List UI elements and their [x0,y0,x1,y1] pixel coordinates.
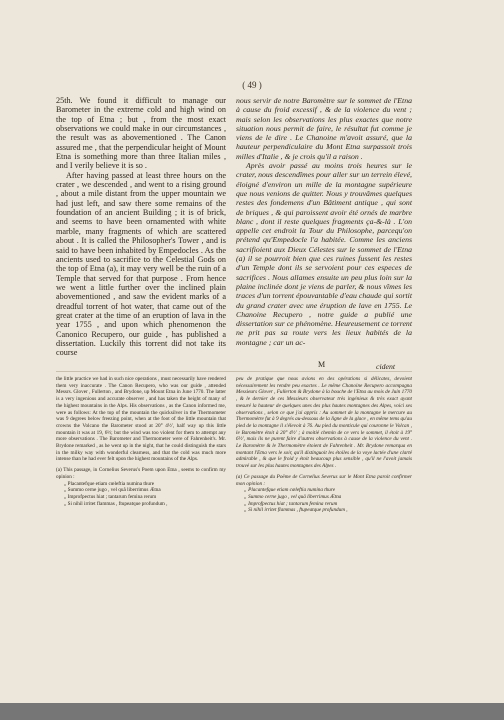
english-quote-line: „ Improfpectus hiat ; tantarum femina rerum [64,493,157,500]
english-quote-intro: (a) This passage, in Cornelius Severus's Poem upon Etna , seems to confirm my opinion : [56,467,226,480]
french-quote-line: „ Improfpectus hiat ; tantarum femina rerum [244,500,338,507]
english-quote-line: „ Si nihil irritet flammas , ftupeatque profundum , [64,500,168,507]
french-quote-line: „ Summo cerne jugo , vel quâ liberrimus Ætna [244,493,342,500]
english-paragraph-1: 25th. We found it difficult to manage our Barometer in the extreme cold and high wind on the top of Etna ; but , from the most exact observations we could make in our circumstances , the result was as abovementioned . The Canon assured me , that the perpendicular height of Mount Etna is something more than three Italian miles , and I verily believe it is so . [56,96,226,171]
signature-mark: M [318,360,326,369]
page-number: ( 49 ) [242,80,262,90]
english-paragraph-2: After having passed at least three hours on the crater , we descended , and went to a rising ground , about a mile distant from the upper mountain we had just left, and saw there some remains of the foundation of an ancient Building ; it is of brick, and seems to have been ornamented with white marble, many fragments of which are scattered about . It is called the Philosopher's Tower , and is said to have been inhabited by Empedocles . As the ancients used to sacrifice to the Celestial Gods on the top of Etna (a), it may very well be the ruin of a Temple that served for that purpose . From hence we went a little further over the inclined plain abovementioned , and saw the evident marks of a dreadful torrent of hot water, that came out of the great crater at the time of an eruption of lava in the year 1755 , and upon which phenomenon the Canonico Recupero, our guide , has published a dissertation. Luckily this torrent did not take its course [56,170,226,358]
french-paragraph-2: Après avoir passé au moins trois heures sur le crater, nous descendîmes pour aller sur un terrein élevé, éloigné d'environ un mille de la montagne supérieure que nous venions de quitter. Nous y trouvâmes quelques restes des fondemens d'un Bâtiment antique , qui sont de briques , & qui paroissent avoir été ornés de marbre blanc , dont il reste quelques fragments ça-&-là . L'on appelle cet endroit la Tour du Philosophe, parcequ'on prétend qu'Empedocle l'a habitée. Comme les anciens sacrifioient aux Dieux Célestes sur le sommet de l'Etna (a) il se pourroit bien que ces ruines fussent les restes d'un Temple dont ils se servoient pour ces especes de sacrifices . Nous allames ensuite un peu plus loin sur la plaine inclinée dont je viens de parler, & nous vîmes les traces d'un torrent épouvantable d'eau chaude qui sortit du grand crater avec une éruption de lave en 1755. Le Chanoine Recupero , notre guide a publié une dissertation sur ce phénomène. Heureusement ce torrent ne prit pas sa route vers les lieux habités de la montagne ; car un ac- [236,161,412,347]
english-main-text [56,96,226,358]
footnote-divider [56,371,412,372]
french-quote-line: „ Placantefque etiam cœleftia numina thure [244,487,336,494]
english-quote-line: „ Summo cerne jugo , vel quâ liberrimus Ætna [64,487,161,494]
english-footnotes [56,376,226,507]
catchword: cident [376,362,396,371]
french-main-text [236,96,412,347]
french-quote-intro: (a) Ce passage du Poëme de Cornelius Severus sur le Mont Etna paroit confirmer mon opinion : [236,473,412,487]
french-footnote-text: peu de pratique que nous avions en des opérations si délicates, devoient nécessairement les rendre peu exactes . Le même Chanoine Recupero accompagna Messieurs Glover , Fullerton & Brydone à la bouche de l'Etna au mois de Juin 1770 , & le dernier de ces Messieurs observateur très ingénieux & très exact ayant mesuré la hauteur de quelques unes des plus hautes montagnes des Alpes, voici ses observations , selon ce que j'ai appris : Au sommet de la montagne le mercure au Thermomètre fut à 9 degrés au-dessous de la ligne de la glace , en même tems qu'au pied de la montagne il s'élevoit à 76. Au pied du monticule qui couronne le Volcan , le Baromètre étoit à 20° 4½′ ; à moitié chemin de ce vers le sommet, il étoit à 19° 6½′, mais ils ne purent faire d'autres observations à cause de la violence du vent . Le Baromètre & le Thermomètre étoient de Fahrenheit . Mr. Brydone remarqua en montant l'Etna vers le soir, qu'il distinguoit les étoiles de la voye lactée d'une clarté admirable , & que le froid y étoit beaucoup plus sensible , qu'il ne l'avoit jamais trouvé sur les plus hautes montagnes des Alpes . [236,376,412,470]
french-quote-line: „ Si nihil irritet flammas , ftupeatque profundum , [244,507,348,514]
english-footnote-text: the little practice we had in such nice operations , must necessarily have rendered them very inaccurate . The Canon Recupero, who was our guide , attended Messrs. Glover , Fullerton , and Brydone, up Mount Etna in June 1770. The latter is a very ingenious and accurate observer , and has taken the height of many of the highest mountains in the Alps. His observations , as the Canon informed me, were as follows: At the top of the mountain the quicksilver in the Thermometer was 9 degrees below freezing point, when at the foot of the little mountain that crowns the Volcano the Barometer stood at 20° 4½′, half way up this little mountain it was at 19, 6½; but the wind was too violent for them to attempt any more observations . The Barometer and Thermometer were of Fahrenheit's. Mr. Brydone remarked , as he went up in the night, that he could distinguish the stars in the milky way with wonderful clearness, and that the cold was much more intense than he had ever felt upon the highest mountains of the Alps. [56,376,226,463]
english-quote-line: „ Placantefque etiam cœleftia numina thure [64,480,155,487]
french-footnotes [236,376,412,514]
french-paragraph-1: nous servir de notre Baromètre sur le sommet de l'Etna à cause du froid excessif , & de la violence du vent ; mais selon les observations les plus exactes que notre situation nous permit de faire, le résultat fut comme je viens de le dire . Le Chanoine m'avoit assuré, que la hauteur perpendiculaire du Mont Etna surpassoit trois milles d'Italie , & je crois qu'il a raison . [236,96,412,161]
viewer-bottom-bar [0,703,504,720]
